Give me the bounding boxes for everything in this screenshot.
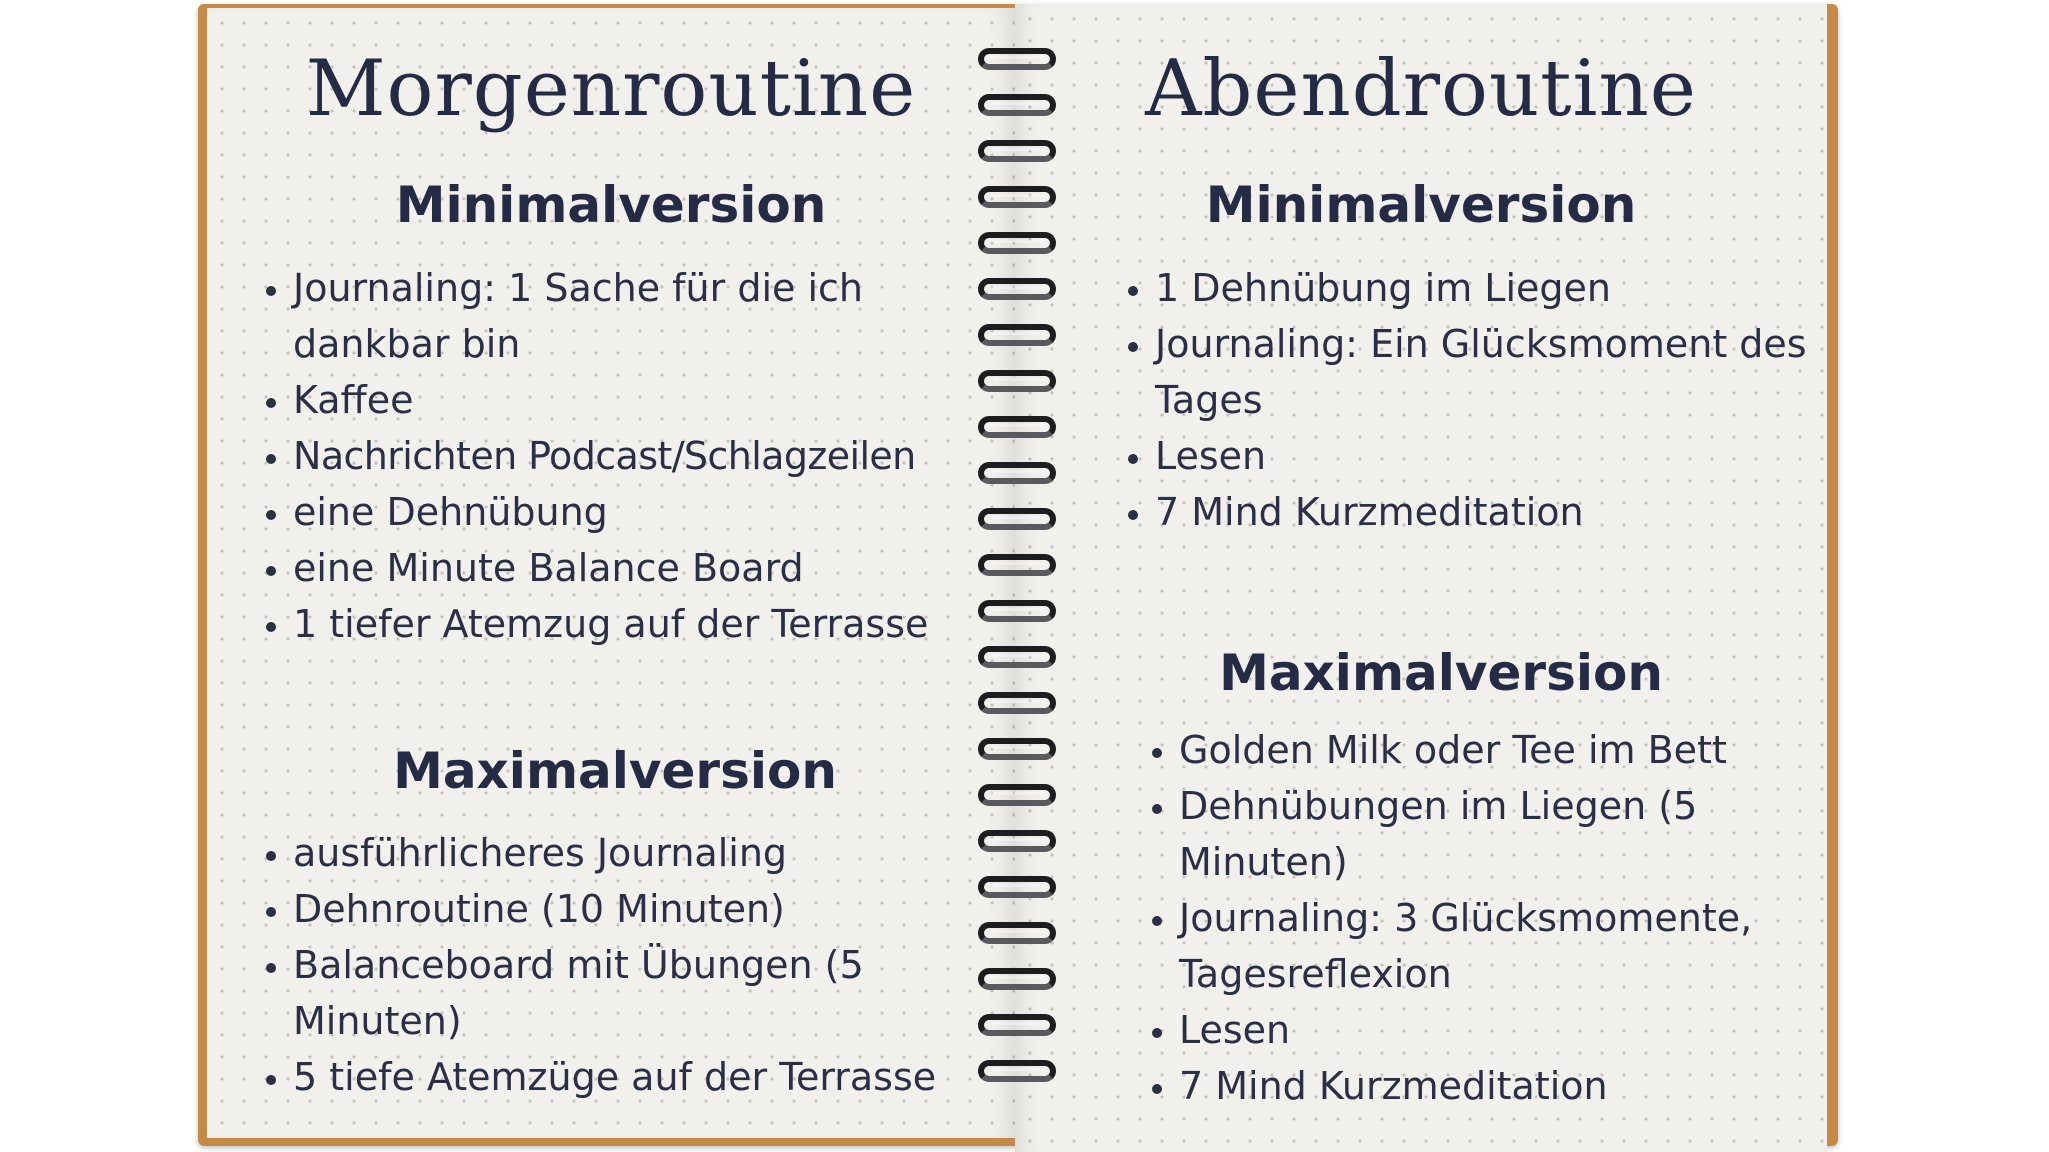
spiral-ring [978,232,1056,254]
morning-routine-title: Morgenroutine [305,44,917,134]
spiral-ring [978,600,1056,622]
spiral-ring [978,692,1056,714]
list-item: • Golden Milk oder Tee im Bett [1179,722,1839,778]
evening-maximal-list [1139,722,1839,1114]
morning-minimal-heading: Minimalversion [395,176,827,234]
list-item: • Dehnübungen im Liegen (5 Minuten) [1179,778,1839,890]
list-item: • Journaling: Ein Glücksmoment des Tages [1155,316,1835,428]
spiral-ring [978,922,1056,944]
list-item: • Lesen [1155,428,1835,484]
spiral-ring [978,646,1056,668]
spiral-ring [978,830,1056,852]
right-page [1015,4,1827,1152]
list-item: • Journaling: 1 Sache für die ich dankbar bin [293,260,1013,372]
list-item: • eine Dehnübung [293,484,1013,540]
list-item: • eine Minute Balance Board [293,540,1013,596]
morning-maximal-list [253,825,1013,1105]
morning-maximal-heading: Maximalversion [393,742,837,800]
list-item: • 5 tiefe Atemzüge auf der Terrasse [293,1049,1013,1105]
spiral-ring [978,94,1056,116]
spiral-binding [968,48,1072,1108]
spiral-ring [978,140,1056,162]
spiral-ring [978,1014,1056,1036]
list-item: • Nachrichten Podcast/Schlagzeilen [293,428,1013,484]
spiral-ring [978,370,1056,392]
spiral-ring [978,554,1056,576]
list-item: • Dehnroutine (10 Minuten) [293,881,1013,937]
morning-minimal-list [253,260,1013,652]
evening-minimal-list [1115,260,1835,540]
spiral-ring [978,462,1056,484]
list-item: • 1 Dehnübung im Liegen [1155,260,1835,316]
list-item: • 7 Mind Kurzmeditation [1179,1058,1839,1114]
spiral-ring [978,278,1056,300]
spiral-ring [978,416,1056,438]
list-item: • Journaling: 3 Glücksmomente, Tagesreflexion [1179,890,1839,1002]
list-item: • ausführlicheres Journaling [293,825,1013,881]
list-item: • Balanceboard mit Übungen (5 Minuten) [293,937,1013,1049]
list-item: • Kaffee [293,372,1013,428]
spiral-ring [978,508,1056,530]
spiral-ring [978,876,1056,898]
spiral-ring [978,186,1056,208]
evening-maximal-heading: Maximalversion [1219,644,1663,702]
left-page [207,8,1015,1138]
spiral-ring [978,784,1056,806]
list-item: • 1 tiefer Atemzug auf der Terrasse [293,596,1013,652]
evening-minimal-heading: Minimalversion [1205,176,1637,234]
spiral-ring [978,324,1056,346]
spiral-ring [978,1060,1056,1082]
spiral-ring [978,738,1056,760]
list-item: • 7 Mind Kurzmeditation [1155,484,1835,540]
spiral-ring [978,48,1056,70]
spiral-ring [978,968,1056,990]
list-item: • Lesen [1179,1002,1839,1058]
evening-routine-title: Abendroutine [1145,44,1697,134]
